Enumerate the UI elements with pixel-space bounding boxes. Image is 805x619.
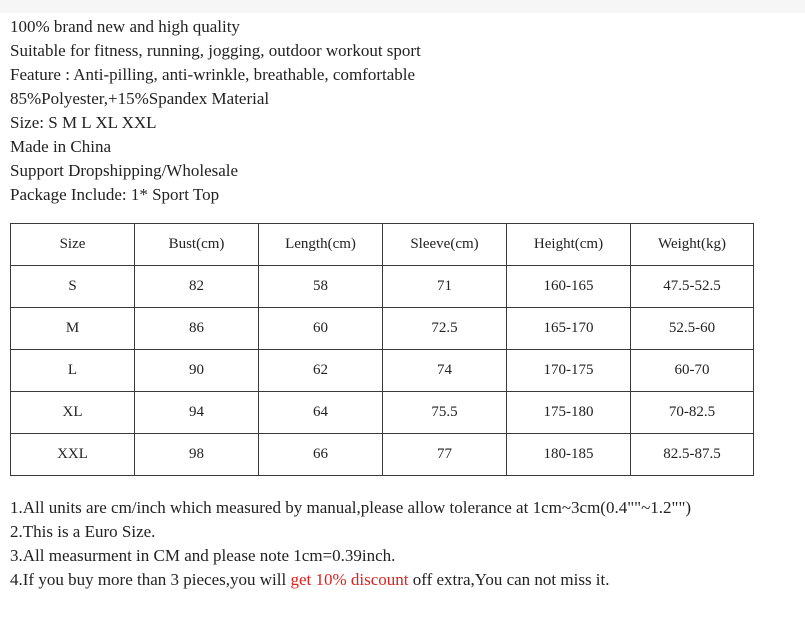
- table-cell: 62: [259, 350, 383, 392]
- note-text: 4.If you buy more than 3 pieces,you will: [10, 570, 291, 589]
- table-cell: 170-175: [507, 350, 631, 392]
- description-line: Size: S M L XL XXL: [10, 113, 157, 132]
- note-line: 1.All units are cm/inch which measured by manual,please allow tolerance at 1cm~3cm(0.4""~1.2""): [10, 498, 692, 517]
- table-cell: 180-185: [507, 434, 631, 476]
- table-row: [11, 266, 754, 308]
- note-text: off extra,You can not miss it.: [408, 570, 610, 589]
- table-cell: 72.5: [383, 308, 507, 350]
- table-cell: 86: [135, 308, 259, 350]
- description-line: 100% brand new and high quality: [10, 17, 240, 36]
- header-cell-length: Length(cm): [259, 224, 383, 266]
- note-line: 3.All measurment in CM and please note 1cm=0.39inch.: [10, 546, 396, 565]
- table-cell: 82.5-87.5: [631, 434, 754, 476]
- header-cell-weight: Weight(kg): [631, 224, 754, 266]
- table-cell: L: [11, 350, 135, 392]
- description-line: 85%Polyester,+15%Spandex Material: [10, 89, 270, 108]
- table-cell: 52.5-60: [631, 308, 754, 350]
- description-line: Feature : Anti-pilling, anti-wrinkle, breathable, comfortable: [10, 65, 416, 84]
- table-cell: 90: [135, 350, 259, 392]
- top-strip: [0, 0, 805, 13]
- description-line: Package Include: 1* Sport Top: [10, 185, 220, 204]
- table-cell: 64: [259, 392, 383, 434]
- size-notes: [10, 496, 691, 592]
- note-line: 2.This is a Euro Size.: [10, 522, 156, 541]
- table-cell: 160-165: [507, 266, 631, 308]
- table-row: [11, 350, 754, 392]
- header-cell-height: Height(cm): [507, 224, 631, 266]
- description-line: Support Dropshipping/Wholesale: [10, 161, 239, 180]
- description-line: Suitable for fitness, running, jogging, outdoor workout sport: [10, 41, 421, 60]
- table-cell: 94: [135, 392, 259, 434]
- table-cell: 175-180: [507, 392, 631, 434]
- table-cell: 60-70: [631, 350, 754, 392]
- table-cell: 165-170: [507, 308, 631, 350]
- table-row: [11, 392, 754, 434]
- table-cell: S: [11, 266, 135, 308]
- table-cell: 75.5: [383, 392, 507, 434]
- table-cell: 98: [135, 434, 259, 476]
- table-cell: 47.5-52.5: [631, 266, 754, 308]
- table-row: [11, 434, 754, 476]
- note-line-discount: [10, 568, 691, 592]
- table-cell: 58: [259, 266, 383, 308]
- table-cell: 82: [135, 266, 259, 308]
- description-line: Made in China: [10, 137, 112, 156]
- table-row: [11, 308, 754, 350]
- table-cell: M: [11, 308, 135, 350]
- table-cell: XXL: [11, 434, 135, 476]
- table-header-row: [11, 224, 754, 266]
- header-cell-bust: Bust(cm): [135, 224, 259, 266]
- header-cell-size: Size: [11, 224, 135, 266]
- table-cell: 71: [383, 266, 507, 308]
- size-chart-table: [10, 223, 754, 476]
- table-cell: 74: [383, 350, 507, 392]
- header-cell-sleeve: Sleeve(cm): [383, 224, 507, 266]
- table-cell: 77: [383, 434, 507, 476]
- discount-highlight: get 10% discount: [290, 570, 409, 589]
- table-cell: XL: [11, 392, 135, 434]
- product-description: [10, 15, 421, 207]
- table-cell: 60: [259, 308, 383, 350]
- table-cell: 66: [259, 434, 383, 476]
- table-cell: 70-82.5: [631, 392, 754, 434]
